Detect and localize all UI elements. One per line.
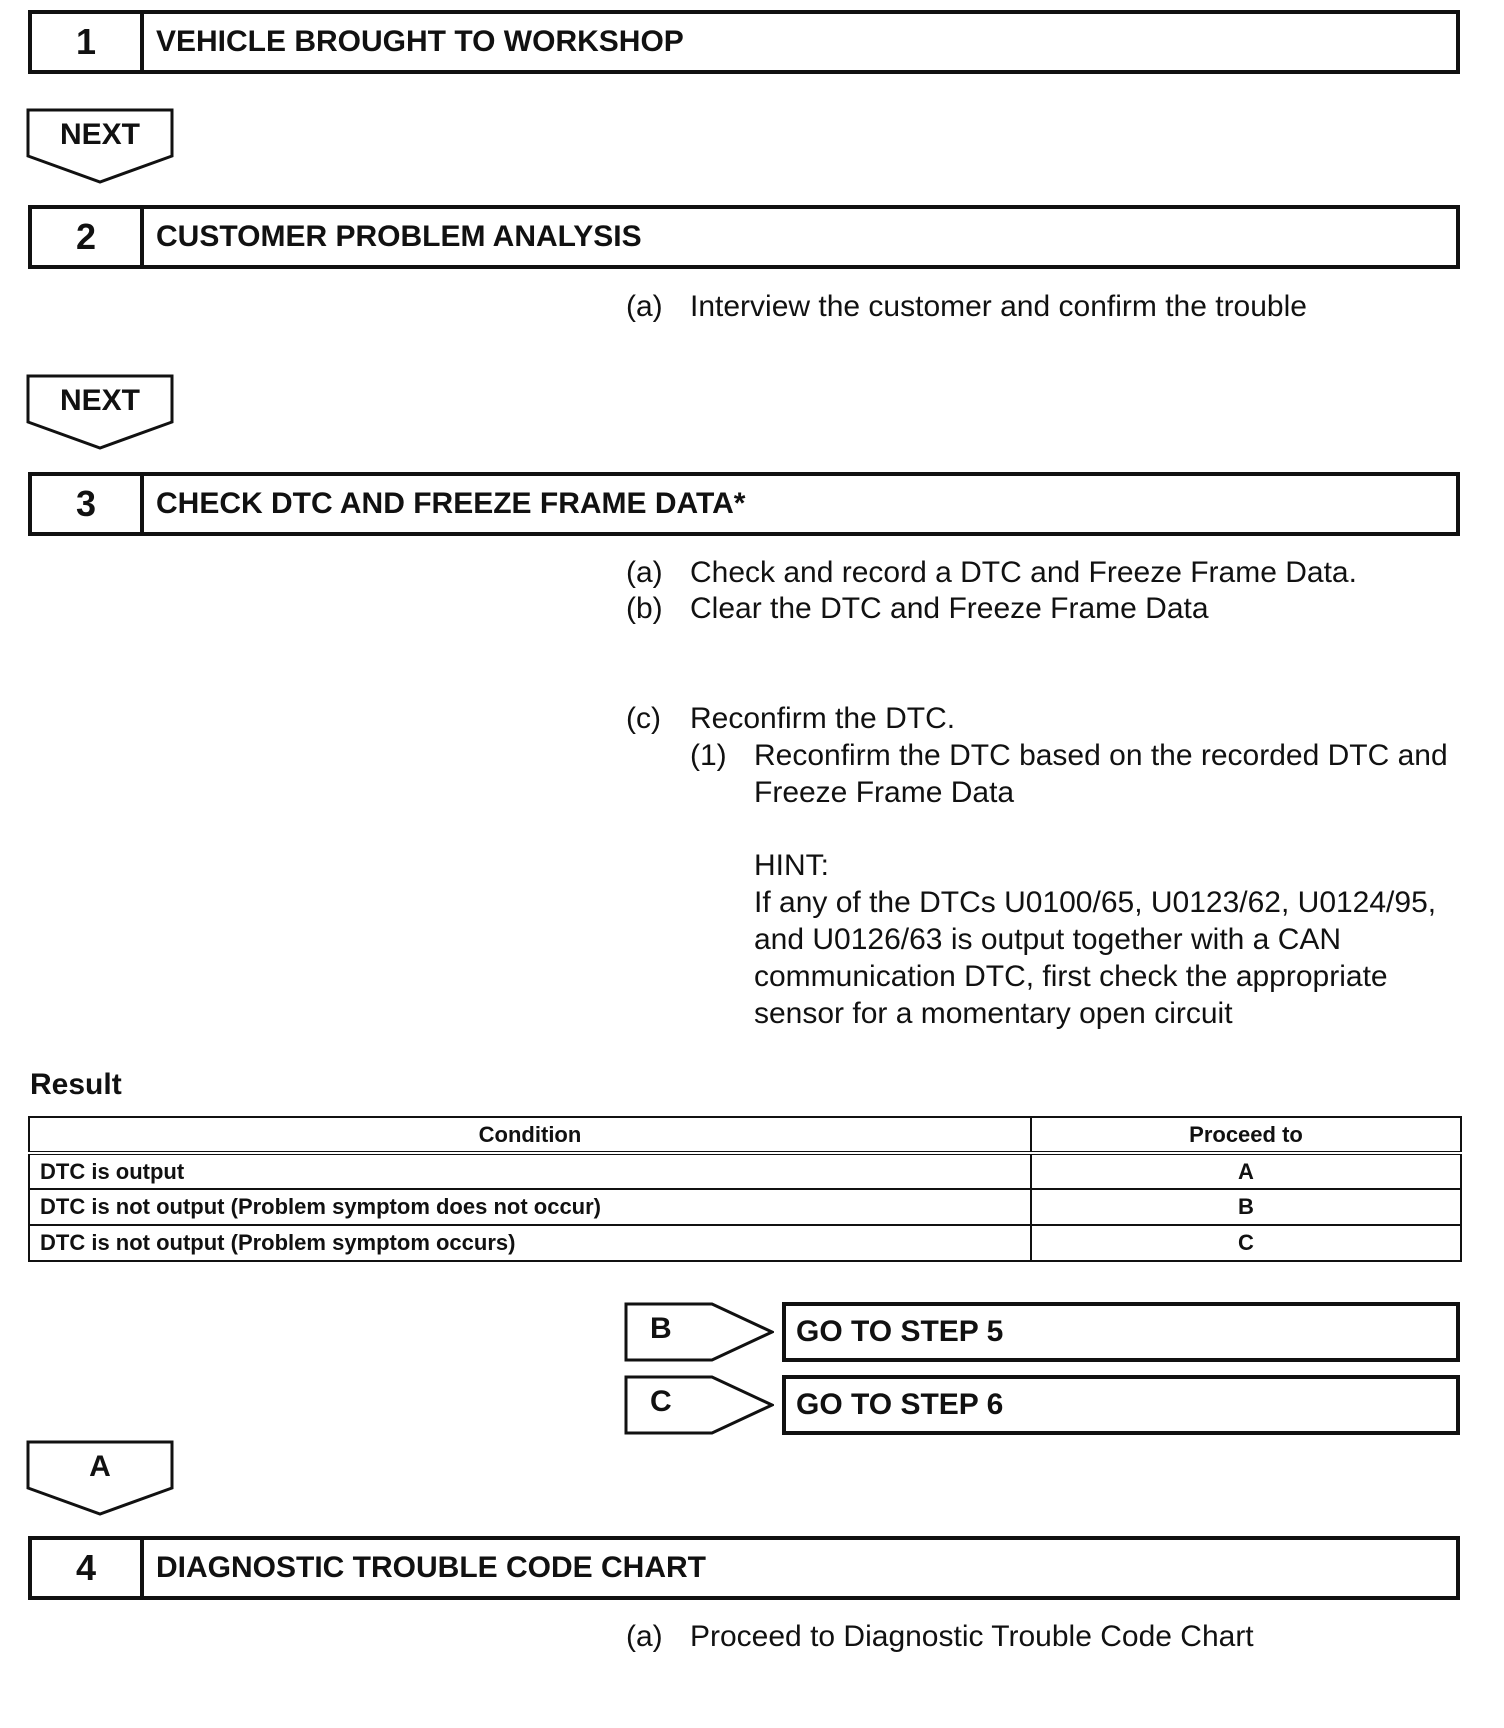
step-4-header xyxy=(28,1536,1460,1600)
branch-target: GO TO STEP 5 xyxy=(782,1302,1460,1362)
proceed-cell: C xyxy=(1031,1225,1461,1261)
branch-a-label: A xyxy=(89,1450,111,1483)
instruction-marker: (a) xyxy=(626,556,663,589)
condition-cell: DTC is not output (Problem symptom occurs) xyxy=(29,1225,1031,1261)
sub-instruction-marker: (1) xyxy=(690,739,727,772)
step-3-header xyxy=(28,472,1460,536)
step-number: 3 xyxy=(32,476,144,532)
instruction-text: Reconfirm the DTC. xyxy=(690,702,956,735)
branch-tag-label: C xyxy=(650,1385,672,1418)
instruction-text: Interview the customer and confirm the trouble xyxy=(690,290,1307,323)
step-title: CUSTOMER PROBLEM ANALYSIS xyxy=(156,220,642,253)
table-header-row xyxy=(29,1117,1461,1153)
instruction-marker: (a) xyxy=(626,1620,663,1653)
table-row xyxy=(29,1225,1461,1261)
step-number: 2 xyxy=(32,209,144,265)
next-label: NEXT xyxy=(59,118,140,151)
instruction-marker: (b) xyxy=(626,592,663,625)
hint-line: and U0126/63 is output together with a CAN xyxy=(754,923,1342,956)
hint-line: sensor for a momentary open circuit xyxy=(754,997,1233,1030)
branch-tag-label: B xyxy=(650,1312,672,1345)
result-table xyxy=(28,1116,1462,1262)
step-1-header xyxy=(28,10,1460,74)
step-title: CHECK DTC AND FREEZE FRAME DATA* xyxy=(156,487,746,520)
branch-a-arrow xyxy=(26,1440,174,1516)
condition-cell: DTC is not output (Problem symptom does not occur) xyxy=(29,1189,1031,1225)
next-arrow xyxy=(26,108,174,184)
instruction-marker: (c) xyxy=(626,702,661,735)
table-row xyxy=(29,1189,1461,1225)
step-title: DIAGNOSTIC TROUBLE CODE CHART xyxy=(156,1551,706,1584)
hint-label: HINT: xyxy=(754,849,829,882)
proceed-cell: B xyxy=(1031,1189,1461,1225)
step-2-header xyxy=(28,205,1460,269)
instruction-text: Clear the DTC and Freeze Frame Data xyxy=(690,592,1209,625)
header-proceed-to: Proceed to xyxy=(1031,1117,1461,1153)
instruction-text: Check and record a DTC and Freeze Frame Data. xyxy=(690,556,1357,589)
hint-line: If any of the DTCs U0100/65, U0123/62, U0124/95, xyxy=(754,886,1437,919)
proceed-cell: A xyxy=(1031,1153,1461,1189)
instruction-marker: (a) xyxy=(626,290,663,323)
step-title: VEHICLE BROUGHT TO WORKSHOP xyxy=(156,25,684,58)
hint-line: communication DTC, first check the appropriate xyxy=(754,960,1388,993)
step-number: 4 xyxy=(32,1540,144,1596)
result-title: Result xyxy=(30,1068,122,1101)
condition-cell: DTC is output xyxy=(29,1153,1031,1189)
step-number: 1 xyxy=(32,14,144,70)
sub-instruction-line: Freeze Frame Data xyxy=(754,776,1015,809)
branch-target: GO TO STEP 6 xyxy=(782,1375,1460,1435)
header-condition: Condition xyxy=(29,1117,1031,1153)
next-label: NEXT xyxy=(59,384,140,417)
table-row xyxy=(29,1153,1461,1189)
branch-arrow-tag xyxy=(624,1302,774,1362)
instruction-text: Proceed to Diagnostic Trouble Code Chart xyxy=(690,1620,1254,1653)
next-arrow xyxy=(26,374,174,450)
sub-instruction-line: Reconfirm the DTC based on the recorded DTC and xyxy=(754,739,1448,772)
branch-arrow-tag xyxy=(624,1375,774,1435)
